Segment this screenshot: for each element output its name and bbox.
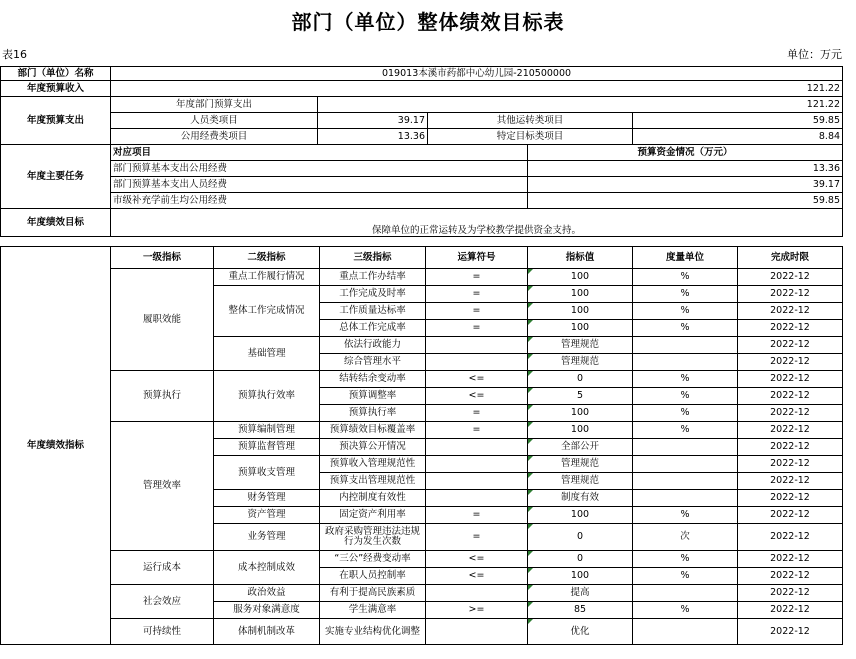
- deadline-cell: 2022-12: [738, 551, 843, 568]
- level3-cell: 预算支出管理规范性: [320, 473, 426, 490]
- other-ops-label: 其他运转类项目: [428, 113, 633, 129]
- perf-goal-text: 保障单位的正常运转及为学校教学提供资金支持。: [111, 209, 843, 237]
- table-number: 表16: [2, 48, 27, 61]
- value-cell: 管理规范: [528, 473, 633, 490]
- level3-cell: 固定资产利用率: [320, 507, 426, 524]
- value-cell: 管理规范: [528, 354, 633, 371]
- level3-cell: 内控制度有效性: [320, 490, 426, 507]
- level2-assets: 资产管理: [214, 507, 320, 524]
- indicator-table: [0, 246, 843, 645]
- unit-cell: %: [633, 269, 738, 286]
- operator-cell: >=: [426, 602, 528, 619]
- deadline-cell: 2022-12: [738, 337, 843, 354]
- personnel-label: 人员类项目: [111, 113, 318, 129]
- level2-overall-work: 整体工作完成情况: [214, 286, 320, 337]
- value-cell: 100: [528, 422, 633, 439]
- budget-summary-table: [0, 66, 843, 237]
- budget-expense-label: 年度预算支出: [1, 97, 111, 145]
- level2-key-work: 重点工作履行情况: [214, 269, 320, 286]
- value-cell: 100: [528, 269, 633, 286]
- value-cell: 5: [528, 388, 633, 405]
- unit-label: 单位：万元: [787, 48, 842, 61]
- value-cell: 管理规范: [528, 337, 633, 354]
- deadline-cell: 2022-12: [738, 619, 843, 645]
- public-value: 13.36: [318, 129, 428, 145]
- operator-cell: =: [426, 422, 528, 439]
- header-operator: 运算符号: [426, 247, 528, 269]
- unit-cell: %: [633, 320, 738, 337]
- operator-cell: [426, 354, 528, 371]
- level1-op-cost: 运行成本: [111, 551, 214, 585]
- level3-cell: 结转结余变动率: [320, 371, 426, 388]
- task-amount: 13.36: [528, 161, 843, 177]
- operator-cell: =: [426, 303, 528, 320]
- level2-political: 政治效益: [214, 585, 320, 602]
- level3-cell: 预决算公开情况: [320, 439, 426, 456]
- level1-social: 社会效应: [111, 585, 214, 619]
- header-level3: 三级指标: [320, 247, 426, 269]
- level2-basic-mgmt: 基础管理: [214, 337, 320, 371]
- level3-cell: 实施专业结构优化调整: [320, 619, 426, 645]
- level3-cell: 工作质量达标率: [320, 303, 426, 320]
- operator-cell: =: [426, 320, 528, 337]
- operator-cell: =: [426, 524, 528, 551]
- value-cell: 0: [528, 524, 633, 551]
- level3-cell: 预算调整率: [320, 388, 426, 405]
- value-cell: 全部公开: [528, 439, 633, 456]
- deadline-cell: 2022-12: [738, 269, 843, 286]
- operator-cell: [426, 439, 528, 456]
- header-level1: 一级指标: [111, 247, 214, 269]
- level3-cell: 工作完成及时率: [320, 286, 426, 303]
- deadline-cell: 2022-12: [738, 473, 843, 490]
- unit-cell: %: [633, 568, 738, 585]
- value-cell: 制度有效: [528, 490, 633, 507]
- deadline-cell: 2022-12: [738, 568, 843, 585]
- level2-budget-exec-eff: 预算执行效率: [214, 371, 320, 422]
- operator-cell: =: [426, 269, 528, 286]
- deadline-cell: 2022-12: [738, 585, 843, 602]
- operator-cell: <=: [426, 388, 528, 405]
- level3-cell: 预算收入管理规范性: [320, 456, 426, 473]
- deadline-cell: 2022-12: [738, 507, 843, 524]
- specific-value: 8.84: [633, 129, 843, 145]
- level2-budget-prep: 预算编制管理: [214, 422, 320, 439]
- level2-budget-supervision: 预算监督管理: [214, 439, 320, 456]
- level2-finance: 财务管理: [214, 490, 320, 507]
- deadline-cell: 2022-12: [738, 388, 843, 405]
- deadline-cell: 2022-12: [738, 286, 843, 303]
- deadline-cell: 2022-12: [738, 320, 843, 337]
- unit-cell: %: [633, 551, 738, 568]
- value-cell: 100: [528, 286, 633, 303]
- level3-cell: 政府采购管理违法违规行为发生次数: [320, 524, 426, 551]
- level3-cell: 预算绩效目标覆盖率: [320, 422, 426, 439]
- operator-cell: =: [426, 507, 528, 524]
- unit-cell: %: [633, 422, 738, 439]
- value-cell: 0: [528, 371, 633, 388]
- task-project: 市级补充学前生均公用经费: [111, 193, 528, 209]
- deadline-cell: 2022-12: [738, 354, 843, 371]
- unit-cell: [633, 439, 738, 456]
- fund-col-header: 预算资金情况（万元）: [528, 145, 843, 161]
- operator-cell: <=: [426, 551, 528, 568]
- specific-label: 特定目标类项目: [428, 129, 633, 145]
- unit-cell: [633, 337, 738, 354]
- unit-cell: [633, 456, 738, 473]
- public-label: 公用经费类项目: [111, 129, 318, 145]
- unit-cell: %: [633, 602, 738, 619]
- page-title: 部门（单位）整体绩效目标表: [291, 10, 565, 34]
- annual-dept-expense-label: 年度部门预算支出: [111, 97, 318, 113]
- value-cell: 100: [528, 507, 633, 524]
- deadline-cell: 2022-12: [738, 405, 843, 422]
- operator-cell: [426, 337, 528, 354]
- level1-sustainability: 可持续性: [111, 619, 214, 645]
- operator-cell: =: [426, 405, 528, 422]
- level3-cell: 总体工作完成率: [320, 320, 426, 337]
- unit-cell: 次: [633, 524, 738, 551]
- deadline-cell: 2022-12: [738, 524, 843, 551]
- value-cell: 提高: [528, 585, 633, 602]
- deadline-cell: 2022-12: [738, 439, 843, 456]
- task-amount: 59.85: [528, 193, 843, 209]
- unit-cell: %: [633, 388, 738, 405]
- header-level2: 二级指标: [214, 247, 320, 269]
- value-cell: 100: [528, 405, 633, 422]
- operator-cell: [426, 585, 528, 602]
- level3-cell: 预算执行率: [320, 405, 426, 422]
- budget-income-value: 121.22: [111, 81, 843, 97]
- level2-cost-control: 成本控制成效: [214, 551, 320, 585]
- level3-cell: 在职人员控制率: [320, 568, 426, 585]
- level2-institutional: 体制机制改革: [214, 619, 320, 645]
- dept-name-label: 部门（单位）名称: [1, 67, 111, 81]
- other-ops-value: 59.85: [633, 113, 843, 129]
- operator-cell: [426, 619, 528, 645]
- main-tasks-label: 年度主要任务: [1, 145, 111, 209]
- unit-cell: [633, 354, 738, 371]
- value-cell: 管理规范: [528, 456, 633, 473]
- level2-income-expense: 预算收支管理: [214, 456, 320, 490]
- level3-cell: 依法行政能力: [320, 337, 426, 354]
- level2-satisfaction: 服务对象满意度: [214, 602, 320, 619]
- unit-cell: %: [633, 507, 738, 524]
- operator-cell: [426, 490, 528, 507]
- value-cell: 100: [528, 568, 633, 585]
- header-deadline: 完成时限: [738, 247, 843, 269]
- perf-goal-label: 年度绩效目标: [1, 209, 111, 237]
- deadline-cell: 2022-12: [738, 490, 843, 507]
- level3-cell: 学生满意率: [320, 602, 426, 619]
- unit-cell: [633, 490, 738, 507]
- value-cell: 优化: [528, 619, 633, 645]
- operator-cell: [426, 473, 528, 490]
- deadline-cell: 2022-12: [738, 422, 843, 439]
- unit-cell: %: [633, 405, 738, 422]
- level3-cell: “三公”经费变动率: [320, 551, 426, 568]
- deadline-cell: 2022-12: [738, 456, 843, 473]
- level2-business: 业务管理: [214, 524, 320, 551]
- dept-name-value: 019013本溪市药都中心幼儿园-210500000: [111, 67, 843, 81]
- level1-budget-exec: 预算执行: [111, 371, 214, 422]
- level1-performance: 履职效能: [111, 269, 214, 371]
- perf-indicators-label: 年度绩效指标: [1, 247, 111, 645]
- header-value: 指标值: [528, 247, 633, 269]
- operator-cell: =: [426, 286, 528, 303]
- unit-cell: [633, 473, 738, 490]
- deadline-cell: 2022-12: [738, 371, 843, 388]
- unit-cell: [633, 585, 738, 602]
- task-project: 部门预算基本支出人员经费: [111, 177, 528, 193]
- project-col-header: 对应项目: [111, 145, 528, 161]
- value-cell: 85: [528, 602, 633, 619]
- value-cell: 0: [528, 551, 633, 568]
- unit-cell: [633, 619, 738, 645]
- operator-cell: [426, 456, 528, 473]
- operator-cell: <=: [426, 371, 528, 388]
- unit-cell: %: [633, 303, 738, 320]
- level1-mgmt-eff: 管理效率: [111, 422, 214, 551]
- budget-income-label: 年度预算收入: [1, 81, 111, 97]
- header-unit: 度量单位: [633, 247, 738, 269]
- unit-cell: %: [633, 371, 738, 388]
- value-cell: 100: [528, 303, 633, 320]
- personnel-value: 39.17: [318, 113, 428, 129]
- task-project: 部门预算基本支出公用经费: [111, 161, 528, 177]
- unit-cell: %: [633, 286, 738, 303]
- value-cell: 100: [528, 320, 633, 337]
- level3-cell: 有利于提高民族素质: [320, 585, 426, 602]
- deadline-cell: 2022-12: [738, 602, 843, 619]
- task-amount: 39.17: [528, 177, 843, 193]
- level3-cell: 重点工作办结率: [320, 269, 426, 286]
- operator-cell: <=: [426, 568, 528, 585]
- deadline-cell: 2022-12: [738, 303, 843, 320]
- level3-cell: 综合管理水平: [320, 354, 426, 371]
- annual-dept-expense-value: 121.22: [318, 97, 843, 113]
